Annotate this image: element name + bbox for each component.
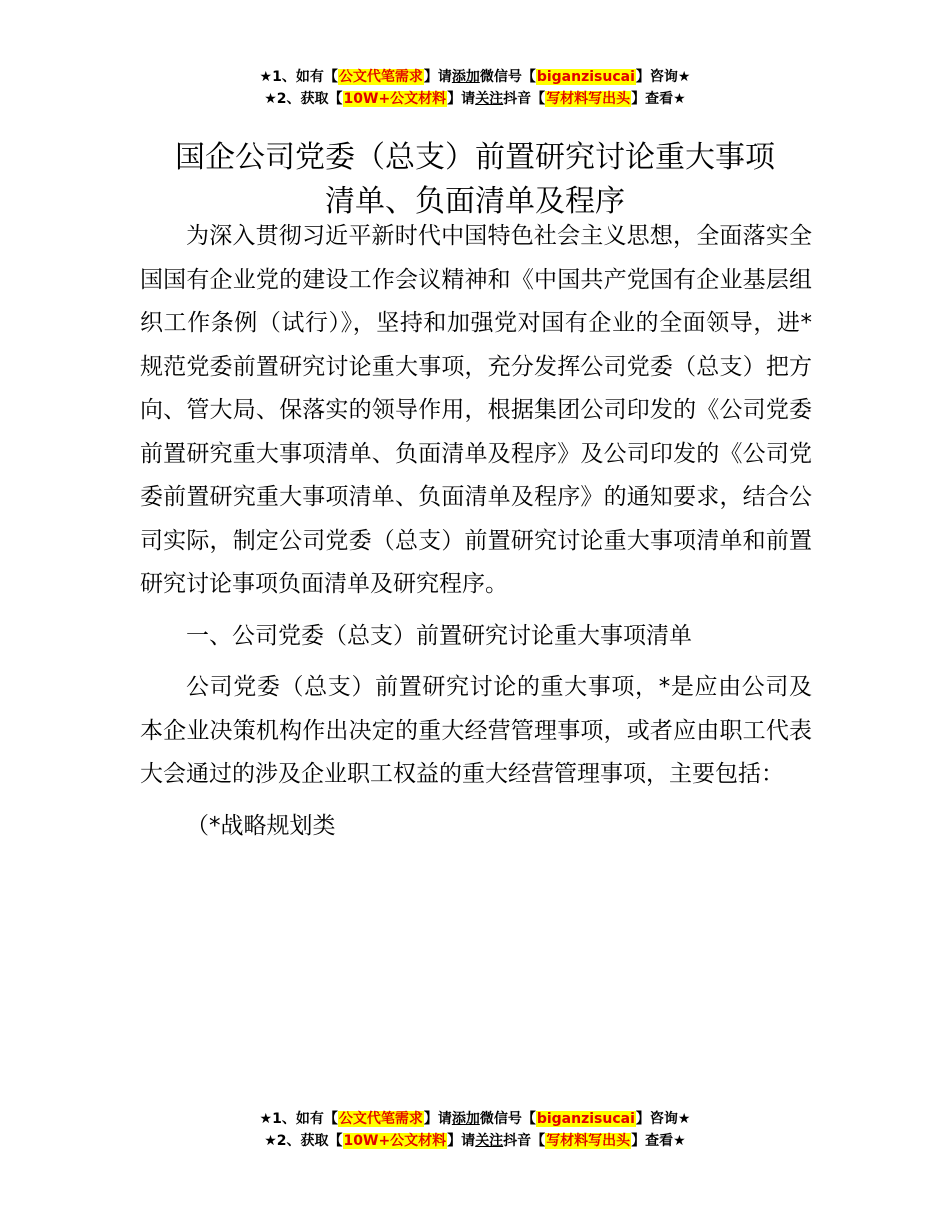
title-line-2: 清单、负面清单及程序 <box>325 184 625 220</box>
document-title <box>100 136 850 224</box>
banner-line-2 <box>0 1130 950 1152</box>
banner-emphasis: 关注 <box>475 91 504 107</box>
banner-text: 】请 <box>447 1133 476 1149</box>
banner-text: ★2、获取【 <box>264 1133 343 1149</box>
highlight-wechat-id: biganzisucai <box>536 1111 635 1127</box>
highlight-materials: 10W+公文材料 <box>343 91 447 107</box>
highlight-materials: 10W+公文材料 <box>343 1133 447 1149</box>
banner-text: 】咨询★ <box>635 1111 691 1127</box>
highlight-ghostwriting: 公文代笔需求 <box>338 1111 423 1127</box>
banner-text: 抖音【 <box>503 1133 546 1149</box>
intro-paragraph: 为深入贯彻习近平新时代中国特色社会主义思想，全面落实全国国有企业党的建设工作会议精神和《中国共产党国有企业基层组织工作条例（试行）》，坚持和加强党对国有企业的全面领导，进*规范党委前置研究讨论重大事项，充分发挥公司党委（总支）把方向、管大局、保落实的领导作用，根据集团公司印发的《公司党委前置研究重大事项清单、负面清单及程序》及公司印发的《公司党委前置研究重大事项清单、负面清单及程序》的通知要求，结合公司实际，制定公司党委（总支）前置研究讨论重大事项清单和前置研究讨论事项负面清单及研究程序。 <box>140 223 812 597</box>
banner-line-1 <box>0 1108 950 1130</box>
banner-text: 抖音【 <box>503 91 546 107</box>
highlight-douyin-id: 写材料写出头 <box>546 91 631 107</box>
banner-text: 】请 <box>423 69 452 85</box>
highlight-douyin-id: 写材料写出头 <box>546 1133 631 1149</box>
banner-text: 】咨询★ <box>635 69 691 85</box>
subsection-strategy: （*战略规划类 <box>186 812 336 839</box>
title-line-1: 国企公司党委（总支）前置研究讨论重大事项 <box>175 140 775 176</box>
highlight-ghostwriting: 公文代笔需求 <box>338 69 423 85</box>
banner-text: 微信号【 <box>479 1111 536 1127</box>
banner-text: 】请 <box>423 1111 452 1127</box>
header-banner <box>0 66 950 110</box>
highlight-wechat-id: biganzisucai <box>536 69 635 85</box>
section-1-paragraph: 公司党委（总支）前置研究讨论的重大事项，*是应由公司及本企业决策机构作出决定的重大经营管理事项，或者应由职工代表大会通过的涉及企业职工权益的重大经营管理事项，主要包括： <box>140 674 812 787</box>
banner-text: 】请 <box>447 91 476 107</box>
banner-text: 微信号【 <box>479 69 536 85</box>
banner-emphasis: 关注 <box>475 1133 504 1149</box>
banner-text: 】查看★ <box>631 91 686 107</box>
section-heading-1: 一、公司党委（总支）前置研究讨论重大事项清单 <box>186 622 692 649</box>
footer-banner <box>0 1108 950 1152</box>
banner-emphasis: 添加 <box>451 69 480 85</box>
banner-text: 】查看★ <box>631 1133 686 1149</box>
banner-text: ★2、获取【 <box>264 91 343 107</box>
banner-line-1 <box>0 66 950 88</box>
banner-text: ★1、如有【 <box>259 69 338 85</box>
document-body <box>140 215 812 848</box>
banner-emphasis: 添加 <box>451 1111 480 1127</box>
banner-line-2 <box>0 88 950 110</box>
banner-text: ★1、如有【 <box>259 1111 338 1127</box>
